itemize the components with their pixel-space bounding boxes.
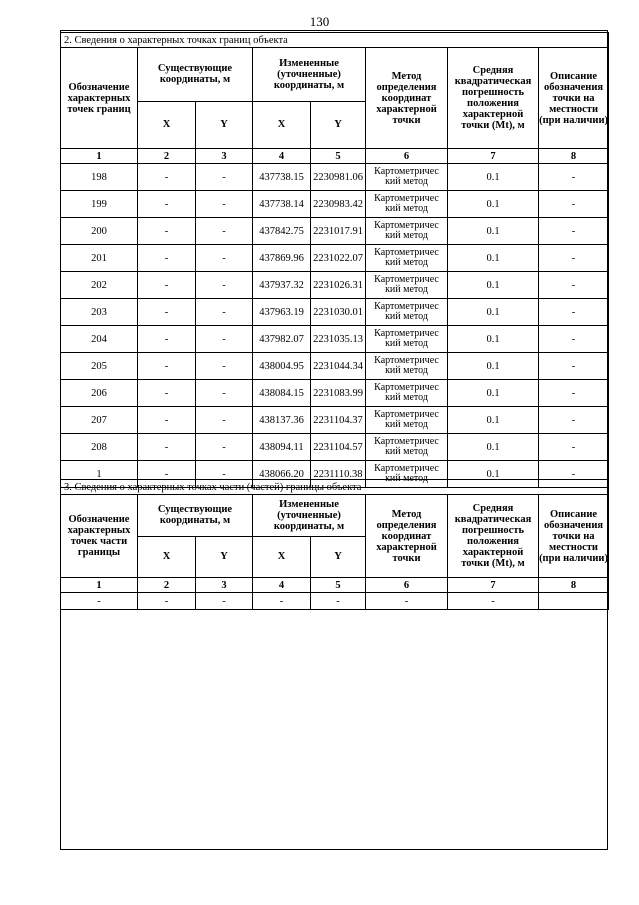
table-row: [61, 434, 609, 461]
existing-x-cell: -: [138, 245, 196, 272]
existing-x-cell: -: [138, 299, 196, 326]
empty-cell: -: [253, 593, 311, 610]
column-number: 4: [253, 578, 311, 593]
table-row: [61, 218, 609, 245]
y-cell: 2231104.37: [311, 407, 366, 434]
table-row: [61, 326, 609, 353]
existing-y-cell: -: [196, 218, 253, 245]
mean-error-cell: 0.1: [448, 245, 539, 272]
header-method: Метод определения координат характерной точки: [366, 495, 448, 578]
description-cell: -: [539, 164, 609, 191]
empty-cell: -: [366, 593, 448, 610]
header-designation: Обозначение характерных точек части границы: [61, 495, 138, 578]
mean-error-cell: 0.1: [448, 407, 539, 434]
x-cell: 438137.36: [253, 407, 311, 434]
empty-cell: -: [196, 593, 253, 610]
point-cell: 208: [61, 434, 138, 461]
method-cell: Картометричес кий метод: [366, 191, 448, 218]
column-number: 8: [539, 149, 609, 164]
description-cell: -: [539, 353, 609, 380]
header-mean-error: Средняя квадратическая погрешность положения характерной точки (Mt), м: [448, 48, 539, 149]
point-cell: 202: [61, 272, 138, 299]
existing-x-cell: -: [138, 272, 196, 299]
point-cell: 207: [61, 407, 138, 434]
point-cell: 199: [61, 191, 138, 218]
x-cell: 437963.19: [253, 299, 311, 326]
existing-x-cell: -: [138, 407, 196, 434]
existing-y-cell: -: [196, 245, 253, 272]
table-row: [61, 164, 609, 191]
existing-y-cell: -: [196, 299, 253, 326]
point-cell: 1: [61, 461, 138, 488]
mean-error-cell: 0.1: [448, 299, 539, 326]
column-number: 3: [196, 578, 253, 593]
part-boundary-points-table: [60, 479, 609, 610]
column-number: 8: [539, 578, 609, 593]
table-row: [61, 299, 609, 326]
header-description: Описание обозначения точки на местности (при наличии): [539, 495, 609, 578]
description-cell: -: [539, 218, 609, 245]
x-cell: 437738.15: [253, 164, 311, 191]
point-cell: 204: [61, 326, 138, 353]
point-cell: 201: [61, 245, 138, 272]
existing-y-cell: -: [196, 191, 253, 218]
page-number: 130: [309, 14, 330, 29]
header-existing-x: X: [138, 101, 196, 148]
header-changed-x: X: [253, 536, 311, 578]
method-cell: Картометричес кий метод: [366, 434, 448, 461]
description-cell: -: [539, 407, 609, 434]
header-changed-x: X: [253, 101, 311, 148]
section-title: 3. Сведения о характерных точках части (частей) границы объекта: [61, 480, 609, 495]
x-cell: 437937.32: [253, 272, 311, 299]
x-cell: 437869.96: [253, 245, 311, 272]
table-row: [61, 272, 609, 299]
method-cell: Картометричес кий метод: [366, 164, 448, 191]
existing-x-cell: -: [138, 380, 196, 407]
method-cell: Картометричес кий метод: [366, 380, 448, 407]
x-cell: 438084.15: [253, 380, 311, 407]
existing-y-cell: -: [196, 461, 253, 488]
y-cell: 2231022.07: [311, 245, 366, 272]
column-number: 1: [61, 578, 138, 593]
column-number: 3: [196, 149, 253, 164]
x-cell: 437738.14: [253, 191, 311, 218]
header-changed-y: Y: [311, 536, 366, 578]
existing-y-cell: -: [196, 380, 253, 407]
method-cell: Картометричес кий метод: [366, 326, 448, 353]
method-cell: Картометричес кий метод: [366, 245, 448, 272]
y-cell: 2231035.13: [311, 326, 366, 353]
method-cell: Картометричес кий метод: [366, 299, 448, 326]
y-cell: 2231083.99: [311, 380, 366, 407]
header-existing-coords: Существующие координаты, м: [138, 495, 253, 537]
x-cell: 437982.07: [253, 326, 311, 353]
empty-cell: -: [448, 593, 539, 610]
existing-x-cell: -: [138, 326, 196, 353]
y-cell: 2231044.34: [311, 353, 366, 380]
existing-x-cell: -: [138, 353, 196, 380]
description-cell: -: [539, 380, 609, 407]
empty-cell: [539, 593, 609, 610]
table-row: [61, 353, 609, 380]
mean-error-cell: 0.1: [448, 353, 539, 380]
header-mean-error: Средняя квадратическая погрешность положения характерной точки (Mt), м: [448, 495, 539, 578]
mean-error-cell: 0.1: [448, 272, 539, 299]
point-cell: 198: [61, 164, 138, 191]
column-number: 1: [61, 149, 138, 164]
method-cell: Картометричес кий метод: [366, 353, 448, 380]
empty-cell: -: [138, 593, 196, 610]
mean-error-cell: 0.1: [448, 434, 539, 461]
header-changed-coords: Измененные (уточненные) координаты, м: [253, 495, 366, 537]
table-row: [61, 245, 609, 272]
description-cell: -: [539, 245, 609, 272]
x-cell: 438066.20: [253, 461, 311, 488]
x-cell: 438094.11: [253, 434, 311, 461]
x-cell: 437842.75: [253, 218, 311, 245]
header-description: Описание обозначения точки на местности (при наличии): [539, 48, 609, 149]
boundary-points-table: [60, 32, 609, 488]
existing-x-cell: -: [138, 191, 196, 218]
existing-y-cell: -: [196, 353, 253, 380]
header-method: Метод определения координат характерной точки: [366, 48, 448, 149]
column-number: 2: [138, 578, 196, 593]
mean-error-cell: 0.1: [448, 191, 539, 218]
description-cell: -: [539, 272, 609, 299]
existing-x-cell: -: [138, 164, 196, 191]
existing-y-cell: -: [196, 164, 253, 191]
existing-y-cell: -: [196, 326, 253, 353]
mean-error-cell: 0.1: [448, 164, 539, 191]
column-number: 2: [138, 149, 196, 164]
description-cell: -: [539, 434, 609, 461]
method-cell: Картометричес кий метод: [366, 218, 448, 245]
method-cell: Картометричес кий метод: [366, 461, 448, 488]
existing-x-cell: -: [138, 218, 196, 245]
column-number: 5: [311, 578, 366, 593]
description-cell: -: [539, 299, 609, 326]
existing-y-cell: -: [196, 272, 253, 299]
column-number: 4: [253, 149, 311, 164]
point-cell: 200: [61, 218, 138, 245]
column-number: 6: [366, 149, 448, 164]
header-existing-coords: Существующие координаты, м: [138, 48, 253, 102]
point-cell: 203: [61, 299, 138, 326]
column-number: 6: [366, 578, 448, 593]
empty-cell: -: [61, 593, 138, 610]
header-changed-coords: Измененные (уточненные) координаты, м: [253, 48, 366, 102]
existing-y-cell: -: [196, 434, 253, 461]
mean-error-cell: 0.1: [448, 218, 539, 245]
y-cell: 2231110.38: [311, 461, 366, 488]
y-cell: 2231026.31: [311, 272, 366, 299]
section-title: 2. Сведения о характерных точках границ объекта: [61, 33, 609, 48]
method-cell: Картометричес кий метод: [366, 407, 448, 434]
point-cell: 205: [61, 353, 138, 380]
y-cell: 2231030.01: [311, 299, 366, 326]
column-number: 7: [448, 149, 539, 164]
y-cell: 2231104.57: [311, 434, 366, 461]
header-existing-x: X: [138, 536, 196, 578]
header-designation: Обозначение характерных точек границ: [61, 48, 138, 149]
table-row: [61, 191, 609, 218]
empty-cell: -: [311, 593, 366, 610]
existing-x-cell: -: [138, 434, 196, 461]
column-numbers-row: [61, 578, 609, 593]
header-existing-y: Y: [196, 536, 253, 578]
description-cell: -: [539, 326, 609, 353]
mean-error-cell: 0.1: [448, 326, 539, 353]
column-number: 5: [311, 149, 366, 164]
existing-x-cell: -: [138, 461, 196, 488]
description-cell: -: [539, 461, 609, 488]
y-cell: 2230983.42: [311, 191, 366, 218]
existing-y-cell: -: [196, 407, 253, 434]
mean-error-cell: 0.1: [448, 380, 539, 407]
mean-error-cell: 0.1: [448, 461, 539, 488]
table-row: [61, 407, 609, 434]
column-number: 7: [448, 578, 539, 593]
column-numbers-row: [61, 149, 609, 164]
point-cell: 206: [61, 380, 138, 407]
x-cell: 438004.95: [253, 353, 311, 380]
description-cell: -: [539, 191, 609, 218]
table-row: [61, 380, 609, 407]
method-cell: Картометричес кий метод: [366, 272, 448, 299]
header-existing-y: Y: [196, 101, 253, 148]
y-cell: 2231017.91: [311, 218, 366, 245]
header-changed-y: Y: [311, 101, 366, 148]
y-cell: 2230981.06: [311, 164, 366, 191]
table-row: [61, 593, 609, 610]
